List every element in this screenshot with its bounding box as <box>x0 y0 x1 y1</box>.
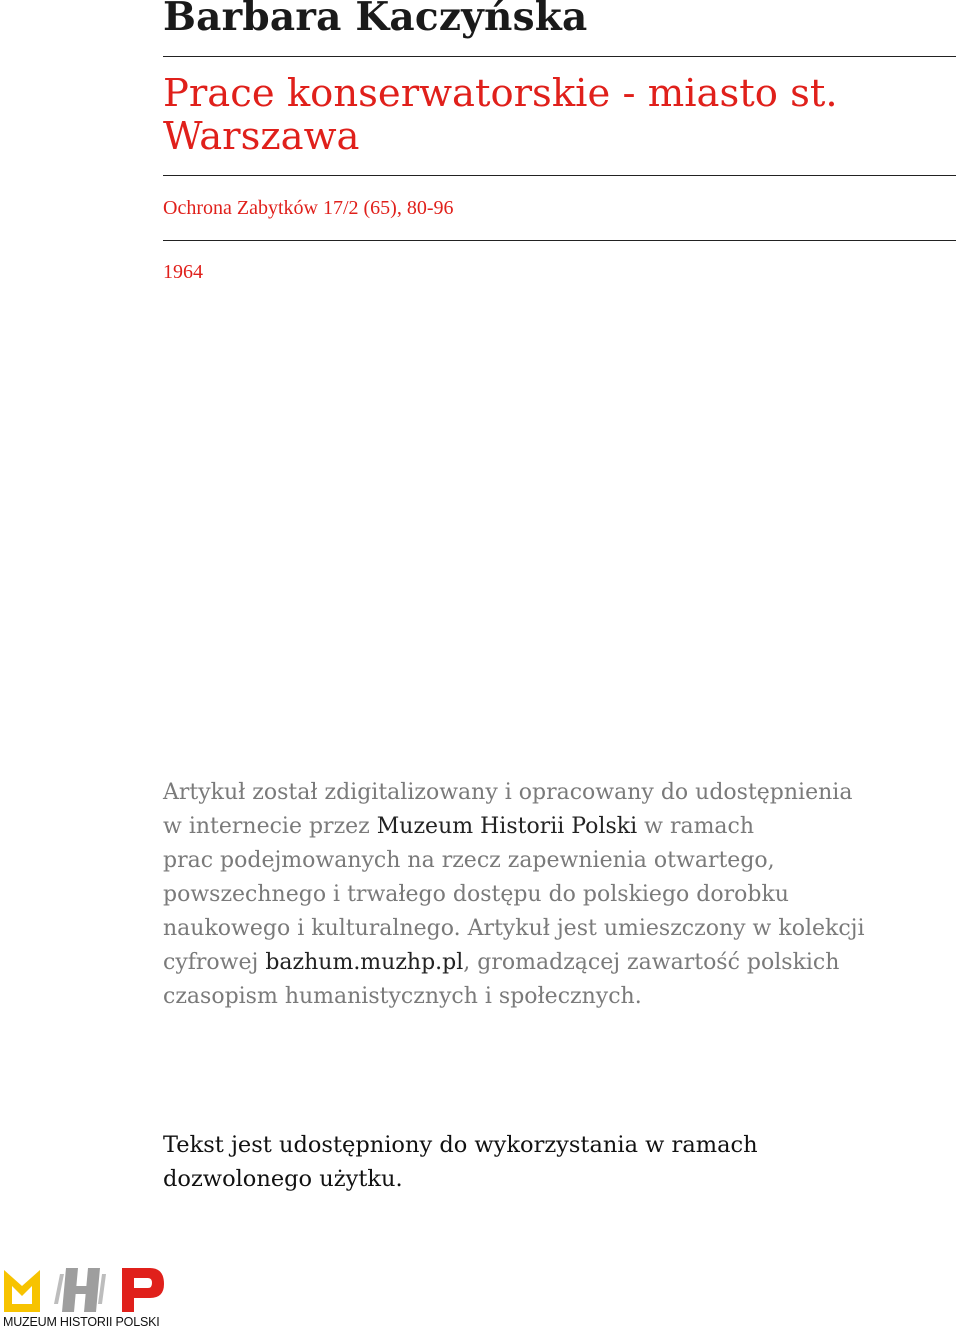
license-line-2: dozwolonego użytku. <box>163 1166 403 1192</box>
logo-red-p <box>122 1268 164 1312</box>
divider-top <box>163 56 956 57</box>
logo-caption: MUZEUM HISTORII POLSKI <box>3 1315 160 1329</box>
publication-year: 1964 <box>163 261 203 283</box>
notice-line-4: powszechnego i trwałego dostępu do polskiego dorobku <box>163 882 789 907</box>
notice-line-5: naukowego i kulturalnego. Artykuł jest umieszczony w kolekcji <box>163 916 865 941</box>
notice-line-3: prac podejmowanych na rzecz zapewnienia otwartego, <box>163 848 775 873</box>
logo-yellow-m <box>4 1270 40 1304</box>
museum-logo-icon <box>2 1264 166 1314</box>
notice-line-1: Artykuł został zdigitalizowany i opracowany do udostępnienia <box>163 780 853 805</box>
journal-source: Ochrona Zabytków 17/2 (65), 80-96 <box>163 197 454 219</box>
author-name: Barbara Kaczyńska <box>163 0 588 40</box>
notice-line-6-start: cyfrowej <box>163 950 266 975</box>
article-title <box>163 72 923 158</box>
license-line-1: Tekst jest udostępniony do wykorzystania w ramach <box>163 1132 758 1158</box>
logo-yellow-base <box>4 1304 40 1312</box>
notice-line-2 <box>163 810 933 844</box>
logo-gray-h-bar <box>71 1286 92 1294</box>
divider-middle <box>163 175 956 176</box>
notice-line-7: czasopism humanistycznych i społecznych. <box>163 984 642 1009</box>
museum-logo <box>2 1264 166 1330</box>
license-notice <box>163 1128 863 1196</box>
article-title-line-2: Warszawa <box>163 114 360 159</box>
divider-bottom <box>163 240 956 241</box>
notice-line-6 <box>163 946 933 980</box>
notice-line-2-end: w ramach <box>637 814 755 839</box>
digitization-notice <box>163 776 933 1014</box>
notice-line-2-start: w internecie przez <box>163 814 377 839</box>
museum-link[interactable]: Muzeum Historii Polski <box>376 814 638 839</box>
article-title-line-1: Prace konserwatorskie - miasto st. <box>163 71 838 116</box>
notice-line-6-end: , gromadzącej zawartość polskich <box>463 950 840 975</box>
bazhum-link[interactable]: bazhum.muzhp.pl <box>265 950 464 975</box>
